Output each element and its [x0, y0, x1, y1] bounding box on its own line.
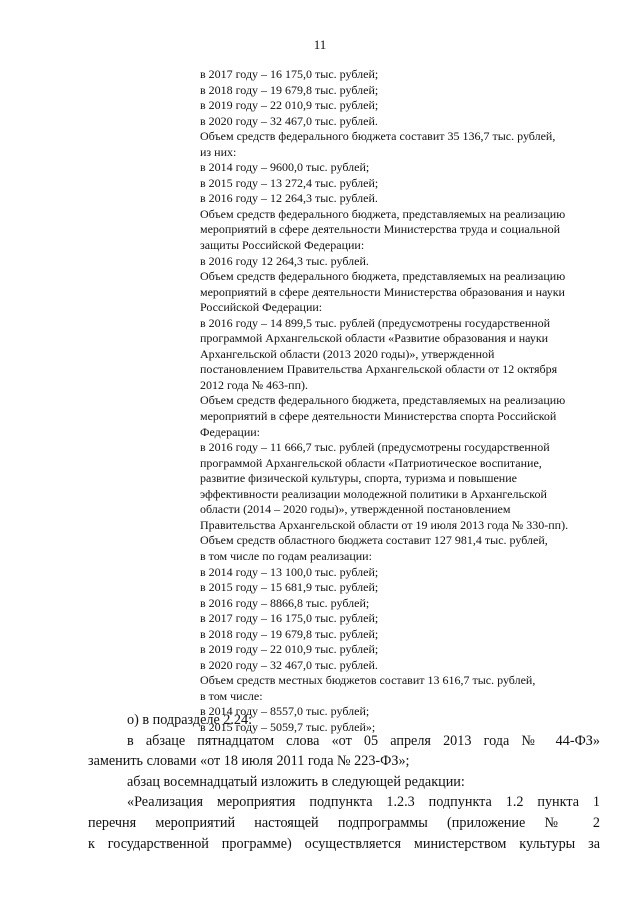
list-line: Объем средств местных бюджетов составит 13 616,7 тыс. рублей, — [200, 673, 536, 688]
list-line: мероприятий в сфере деятельности Министерства образования и науки — [200, 284, 565, 299]
list-line: в 2020 году – 32 467,0 тыс. рублей. — [200, 113, 378, 128]
list-line: в 2014 году – 9600,0 тыс. рублей; — [200, 160, 370, 175]
list-line: Российской Федерации: — [200, 300, 323, 315]
list-line: в 2019 году – 22 010,9 тыс. рублей; — [200, 642, 379, 657]
paragraph-line: к государственной программе) осуществляется министерством культуры за — [88, 835, 600, 852]
paragraph-line: абзац восемнадцатый изложить в следующей редакции: — [127, 773, 465, 790]
list-line: защиты Российской Федерации: — [200, 238, 365, 253]
list-line: Объем средств федерального бюджета, представляемых на реализацию — [200, 269, 566, 284]
list-line: в том числе: — [200, 688, 263, 703]
list-line: Объем средств федерального бюджета составит 35 136,7 тыс. рублей, — [200, 129, 556, 144]
paragraph-line: заменить словами «от 18 июля 2011 года № 223-ФЗ»; — [88, 753, 410, 770]
list-line: Объем средств федерального бюджета, представляемых на реализацию — [200, 393, 566, 408]
list-line: эффективности реализации молодежной политики в Архангельской — [200, 486, 547, 501]
list-line: мероприятий в сфере деятельности Министерства труда и социальной — [200, 222, 561, 237]
paragraph-line: в абзаце пятнадцатом слова «от 05 апреля 2013 года № 44-ФЗ» — [127, 732, 600, 749]
list-line: в 2016 году 12 264,3 тыс. рублей. — [200, 253, 369, 268]
list-line: в 2015 году – 5059,7 тыс. рублей»; — [200, 719, 376, 734]
list-line: постановлением Правительства Архангельской области от 12 октября — [200, 362, 558, 377]
list-line: развитие физической культуры, спорта, туризма и повышение — [200, 471, 517, 486]
list-line: в 2020 году – 32 467,0 тыс. рублей. — [200, 657, 378, 672]
list-line: в 2017 году – 16 175,0 тыс. рублей; — [200, 67, 379, 81]
list-line: в 2014 году – 8557,0 тыс. рублей; — [200, 704, 370, 719]
list-line: в 2017 году – 16 175,0 тыс. рублей; — [200, 611, 379, 626]
paragraph-line: перечня мероприятий настоящей подпрограммы (приложение № 2 — [88, 814, 600, 831]
list-line: Архангельской области (2013 2020 годы)», утвержденной — [200, 346, 495, 361]
list-line: в 2018 году – 19 679,8 тыс. рублей; — [200, 626, 379, 641]
list-line: в 2016 году – 11 666,7 тыс. рублей (предусмотрены государственной — [200, 440, 550, 455]
list-line: в 2018 году – 19 679,8 тыс. рублей; — [200, 82, 379, 97]
list-line: в 2015 году – 15 681,9 тыс. рублей; — [200, 580, 379, 595]
body-text — [88, 710, 600, 854]
list-line: в 2019 году – 22 010,9 тыс. рублей; — [200, 98, 379, 113]
page-number: 11 — [313, 37, 327, 52]
list-line: в 2016 году – 14 899,5 тыс. рублей (предусмотрены государственной — [200, 315, 551, 330]
list-line: в 2016 году – 8866,8 тыс. рублей; — [200, 595, 370, 610]
list-line: Правительства Архангельской области от 19 июля 2013 года № 330-пп). — [200, 517, 569, 532]
funding-list — [200, 67, 605, 736]
list-line: Федерации: — [200, 424, 261, 439]
list-line: в том числе по годам реализации: — [200, 548, 372, 563]
list-line: программой Архангельской области «Развитие образования и науки — [200, 331, 549, 346]
list-line: Объем средств областного бюджета составит 127 981,4 тыс. рублей, — [200, 533, 548, 548]
list-line: мероприятий в сфере деятельности Министерства спорта Российской — [200, 409, 557, 424]
list-line: из них: — [200, 144, 237, 159]
list-line: в 2016 году – 12 264,3 тыс. рублей. — [200, 191, 378, 206]
list-line: программой Архангельской области «Патриотическое воспитание, — [200, 455, 542, 470]
item-o-heading: о) в подразделе 2.24: — [127, 712, 253, 728]
paragraph-line: «Реализация мероприятия подпункта 1.2.3 подпункта 1.2 пункта 1 — [127, 794, 600, 811]
list-line: 2012 года № 463-пп). — [200, 377, 308, 392]
list-line: в 2015 году – 13 272,4 тыс. рублей; — [200, 175, 379, 190]
list-line: в 2014 году – 13 100,0 тыс. рублей; — [200, 564, 379, 579]
list-line: области (2014 – 2020 годы)», утвержденной постановлением — [200, 502, 511, 517]
list-line: Объем средств федерального бюджета, представляемых на реализацию — [200, 206, 566, 221]
